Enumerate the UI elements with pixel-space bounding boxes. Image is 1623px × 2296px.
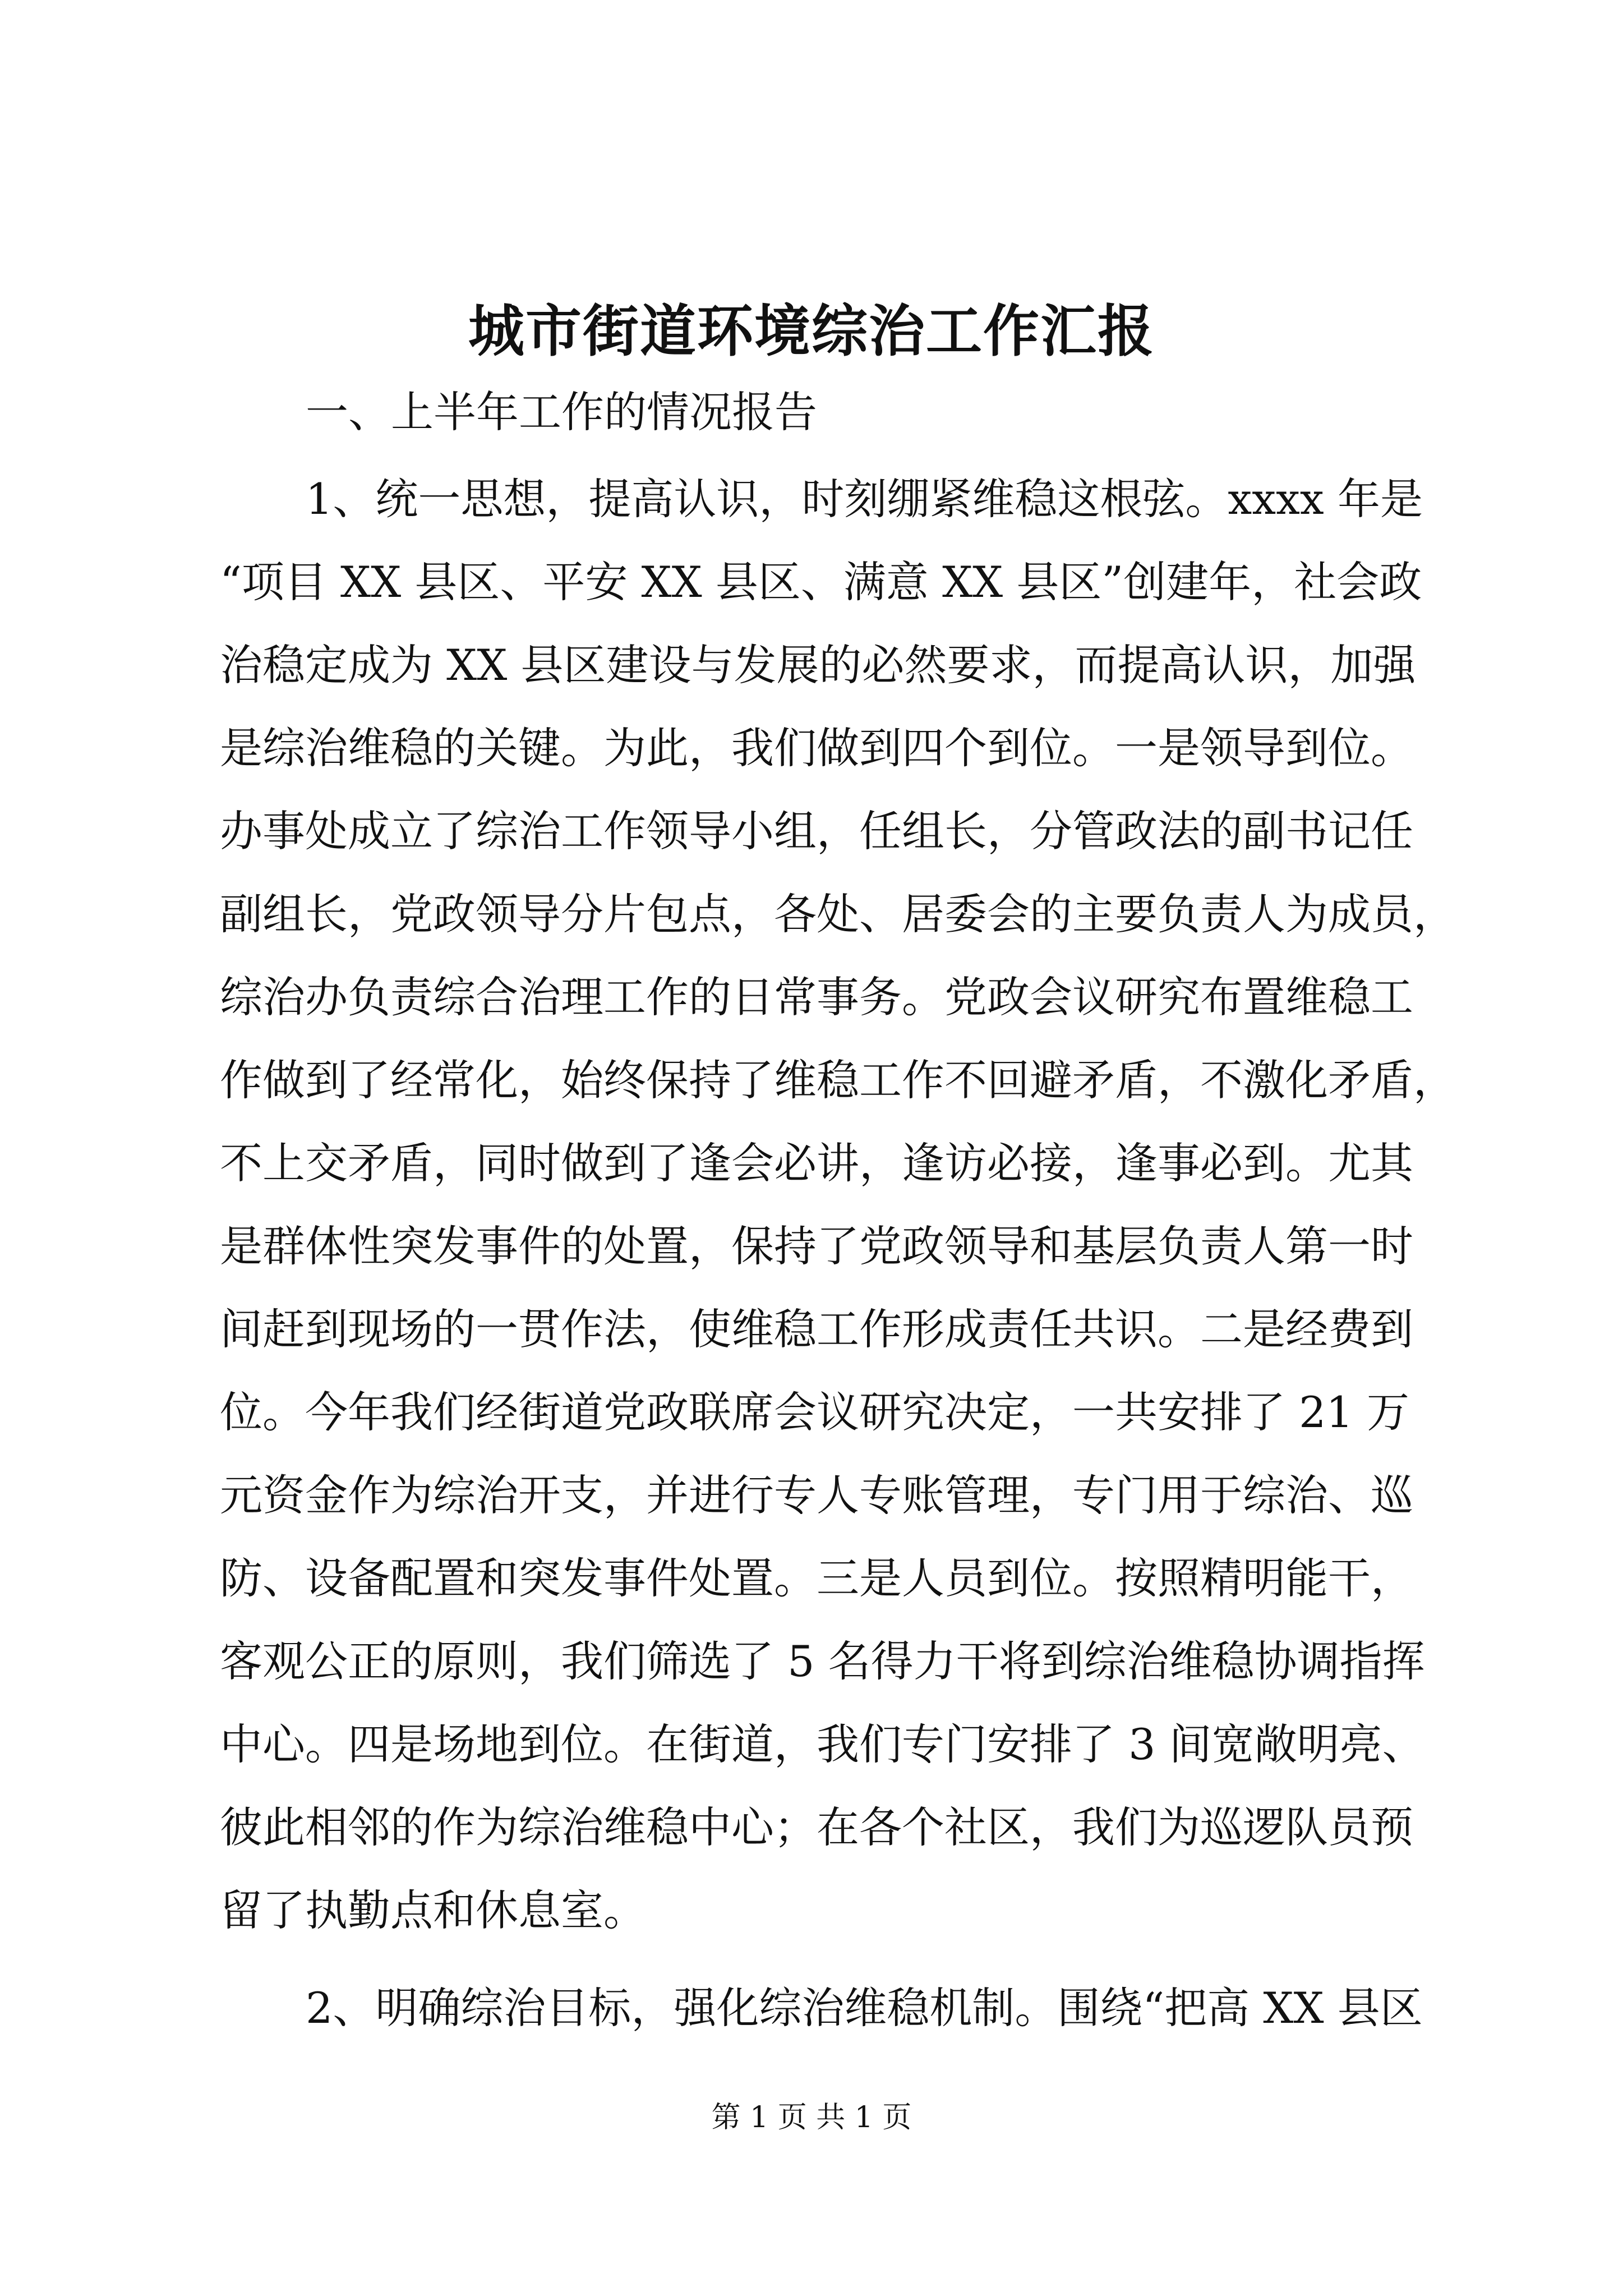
paragraph-line: 作做到了经常化，始终保持了维稳工作不回避矛盾，不激化矛盾， [220,1055,1456,1105]
document-title: 城市街道环境综治工作汇报 [468,298,1155,364]
page-footer: 第 1 页 共 1 页 [711,2101,912,2134]
paragraph-line: 间赶到现场的一贯作法，使维稳工作形成责任共识。二是经费到 [220,1304,1413,1354]
section-heading: 一、上半年工作的情况报告 [306,387,817,437]
paragraph-line: 副组长，党政领导分片包点，各处、居委会的主要负责人为成员， [220,889,1456,939]
paragraph-line: 中心。四是场地到位。在街道，我们专门安排了 3 间宽敞明亮、 [220,1719,1425,1769]
paragraph-line: 综治办负责综合治理工作的日常事务。党政会议研究布置维稳工 [220,972,1413,1022]
paragraph-line: 元资金作为综治开支，并进行专人专账管理，专门用于综治、巡 [220,1470,1413,1520]
paragraph-line: 是综治维稳的关键。为此，我们做到四个到位。一是领导到位。 [220,723,1413,773]
paragraph-line: 留了执勤点和休息室。 [220,1885,646,1935]
paragraph-line: 位。今年我们经街道党政联席会议研究决定，一共安排了 21 万 [220,1387,1410,1437]
paragraph-line: 防、设备配置和突发事件处置。三是人员到位。按照精明能干， [220,1553,1413,1603]
paragraph-line: 彼此相邻的作为综治维稳中心；在各个社区，我们为巡逻队员预 [220,1802,1413,1852]
paragraph-line: 是群体性突发事件的处置，保持了党政领导和基层负责人第一时 [220,1221,1413,1271]
paragraph-line: 治稳定成为 XX 县区建设与发展的必然要求，而提高认识，加强 [220,640,1416,690]
paragraph-line: “项目 XX 县区、平安 XX 县区、满意 XX 县区”创建年，社会政 [220,557,1422,607]
paragraph-line: 客观公正的原则，我们筛选了 5 名得力干将到综治维稳协调指挥 [220,1636,1425,1686]
paragraph-line: 办事处成立了综治工作领导小组，任组长，分管政法的副书记任 [220,806,1413,856]
paragraph-line: 不上交矛盾，同时做到了逢会必讲，逢访必接，逢事必到。尤其 [220,1138,1413,1188]
paragraph-line: 2、明确综治目标，强化综治维稳机制。围绕“把高 XX 县区 [306,1983,1423,2033]
paragraph-line: 1、统一思想，提高认识，时刻绷紧维稳这根弦。xxxx 年是 [306,474,1423,524]
